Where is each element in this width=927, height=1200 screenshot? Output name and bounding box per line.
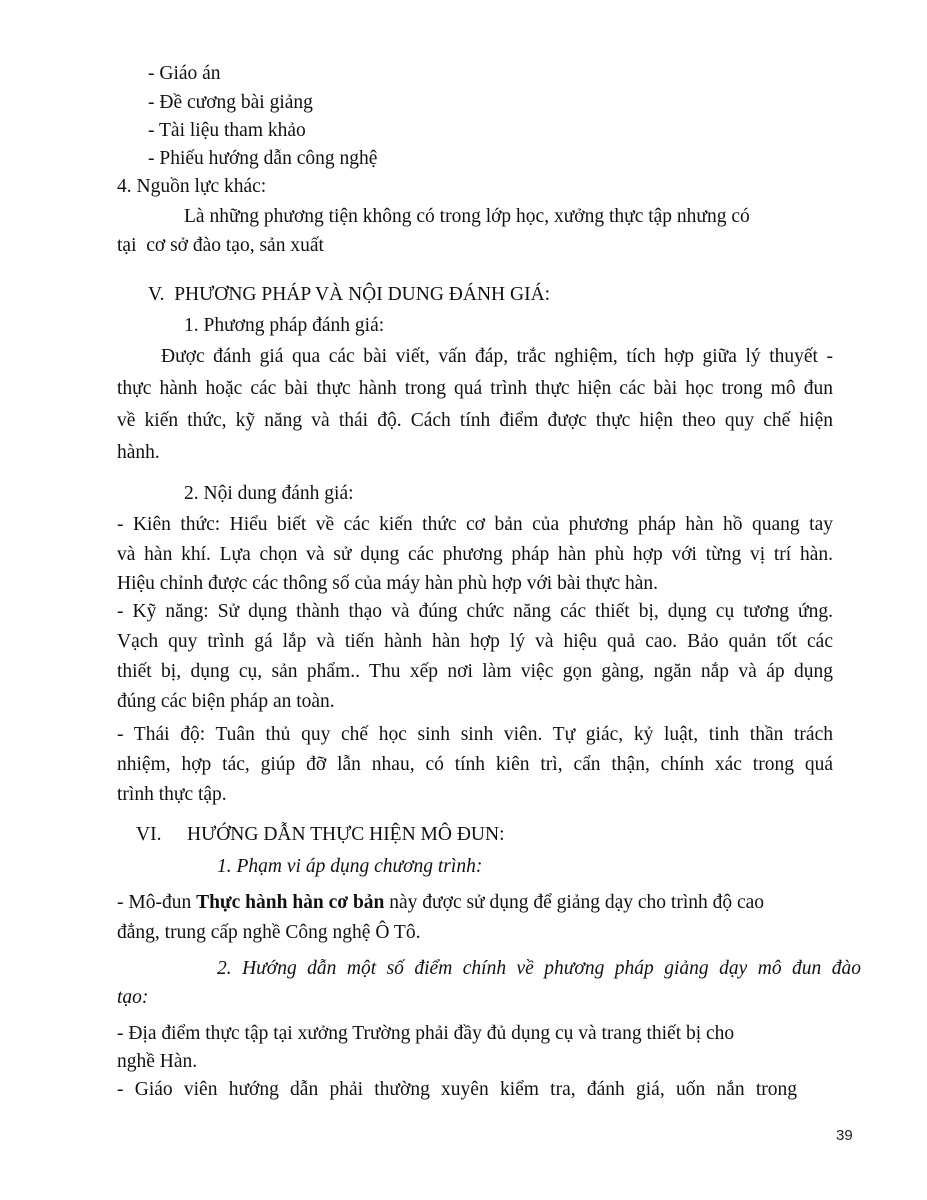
paragraph-line: nghề Hàn. xyxy=(117,1051,198,1072)
other-resources-heading: 4. Nguồn lực khác: xyxy=(117,176,267,197)
scope-prefix: - Mô-đun xyxy=(117,892,197,913)
list-item: - Tài liệu tham khảo xyxy=(148,120,306,141)
section-heading: V. PHƯƠNG PHÁP VÀ NỘI DUNG ĐÁNH GIÁ: xyxy=(148,284,551,305)
subsection-heading-cont: tạo: xyxy=(117,987,149,1008)
paragraph-line: trình thực tập. xyxy=(117,784,227,805)
paragraph-line: về kiến thức, kỹ năng và thái độ. Cách tính điểm được thực hiện theo quy chế hiện xyxy=(117,410,833,431)
paragraph-line: - Địa điểm thực tập tại xưởng Trường phải đầy đủ dụng cụ và trang thiết bị cho xyxy=(117,1023,735,1044)
subsection-heading: 1. Phạm vi áp dụng chương trình: xyxy=(217,856,483,877)
paragraph-line: - Kỹ năng: Sử dụng thành thạo và đúng chức năng các thiết bị, dụng cụ tương ứng. xyxy=(117,601,833,622)
paragraph-line: nhiệm, hợp tác, giúp đỡ lẫn nhau, có tính kiên trì, cẩn thận, chính xác trong quá xyxy=(117,754,833,775)
paragraph-line: và hàn khí. Lựa chọn và sử dụng các phương pháp hàn phù hợp với từng vị trí hàn. xyxy=(117,544,833,565)
paragraph-line: tại cơ sở đào tạo, sản xuất xyxy=(117,235,324,256)
module-name: Thực hành hàn cơ bản xyxy=(196,892,385,913)
subsection-heading: 1. Phương pháp đánh giá: xyxy=(184,315,385,336)
section-heading: HƯỚNG DẪN THỰC HIỆN MÔ ĐUN: xyxy=(187,824,505,845)
paragraph-line: Hiệu chỉnh được các thông số của máy hàn phù hợp với bài thực hàn. xyxy=(117,573,659,594)
paragraph-line: hành. xyxy=(117,442,160,463)
paragraph-line: đúng các biện pháp an toàn. xyxy=(117,691,335,712)
paragraph-line: Vạch quy trình gá lắp và tiến hành hàn hợp lý và hiệu quả cao. Bảo quản tốt các xyxy=(117,631,833,652)
paragraph-line: thiết bị, dụng cụ, sản phẩm.. Thu xếp nơi làm việc gọn gàng, ngăn nắp và áp dụng xyxy=(117,661,833,682)
paragraph-line: - Thái độ: Tuân thủ quy chế học sinh sinh viên. Tự giác, kỷ luật, tinh thần trách xyxy=(117,724,833,745)
page-number: 39 xyxy=(836,1127,853,1144)
paragraph-line: thực hành hoặc các bài thực hành trong quá trình thực hiện các bài học trong mô đun xyxy=(117,378,833,399)
list-item: - Phiếu hướng dẫn công nghệ xyxy=(148,148,378,169)
paragraph-line xyxy=(117,891,764,915)
paragraph-line: - Giáo viên hướng dẫn phải thường xuyên kiểm tra, đánh giá, uốn nắn trong xyxy=(117,1079,797,1100)
scope-suffix: này được sử dụng để giảng dạy cho trình độ cao xyxy=(384,892,765,913)
subsection-heading: 2. Nội dung đánh giá: xyxy=(184,483,354,504)
subsection-heading: 2. Hướng dẫn một số điểm chính về phương pháp giảng dạy mô đun đào xyxy=(217,958,861,979)
list-item: - Giáo án xyxy=(148,63,221,84)
list-item: - Đề cương bài giảng xyxy=(148,92,313,113)
paragraph-line: đẳng, trung cấp nghề Công nghệ Ô Tô. xyxy=(117,922,421,943)
paragraph-line: Là những phương tiện không có trong lớp học, xưởng thực tập nhưng có xyxy=(184,206,750,227)
paragraph-line: Được đánh giá qua các bài viết, vấn đáp, trắc nghiệm, tích hợp giữa lý thuyết - xyxy=(161,346,833,367)
paragraph-line: - Kiên thức: Hiểu biết về các kiến thức cơ bản của phương pháp hàn hồ quang tay xyxy=(117,514,833,535)
section-numeral: VI. xyxy=(136,824,162,845)
